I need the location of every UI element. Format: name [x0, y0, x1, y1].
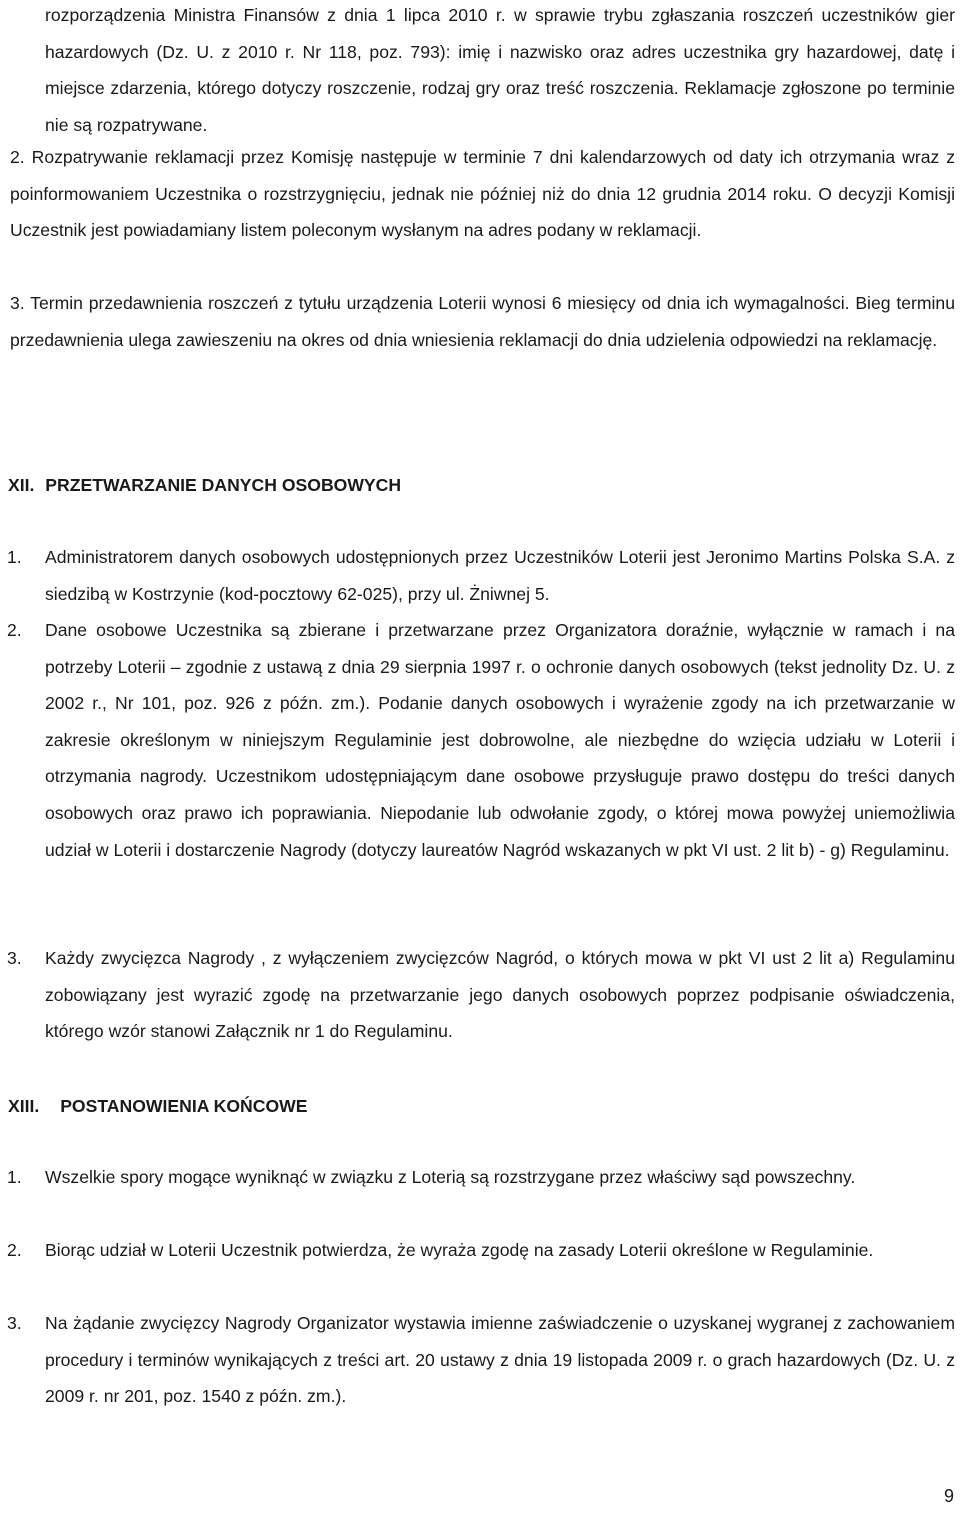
item-number: 3. — [7, 1313, 22, 1333]
item-number: 2. — [7, 1240, 22, 1260]
section-xiii-heading — [8, 1094, 307, 1118]
item-number: 2. — [10, 147, 25, 167]
page-number: 9 — [943, 1486, 954, 1506]
paragraph-xi-3 — [10, 285, 955, 358]
item-text: Rozpatrywanie reklamacji przez Komisję następuje w terminie 7 dni kalendarzowych od daty ich otrzymania wraz z poinformowaniem Uczestnika o rozstrzygnięciu, jednak nie później niż do dnia 12 grudnia 2014 roku. O decyzji Komisji Uczestnik jest powiadamiany listem poleconym wysłanym na adres podany w reklamacji. — [10, 147, 956, 241]
list-item: Dane osobowe Uczestnika są zbierane i przetwarzane przez Organizatora doraźnie, wyłącznie w ramach i na potrzeby Loterii – zgodnie z ustawą z dnia 29 sierpnia 1997 r. o ochronie danych osobowych (tekst jednolity Dz. U. z 2002 r., Nr 101, poz. 926 z późn. zm.). Podanie danych osobowych i wyrażenie zgody na ich przetwarzanie w zakresie określonym w niniejszym Regulaminie jest dobrowolne, ale niezbędne do wzięcia udziału w Loterii i otrzymania nagrody. Uczestnikom udostępniającym dane osobowe przysługuje prawo dostępu do treści danych osobowych oraz prawo ich poprawiania. Niepodanie lub odwołanie zgody, o której mowa powyżej uniemożliwia udział w Loterii i dostarczenie Nagrody (dotyczy laureatów Nagród wskazanych w pkt VI ust. 2 lit b) - g) Regulaminu. — [45, 620, 955, 860]
item-number: 3. — [10, 293, 25, 313]
list-item: Administratorem danych osobowych udostępnionych przez Uczestników Loterii jest Jeronimo Martins Polska S.A. z siedzibą w Kostrzynie (kod-pocztowy 62-025), przy ul. Żniwnej 5. — [45, 547, 955, 604]
section-number: XIII. — [8, 1096, 40, 1116]
item-number: 2. — [7, 620, 22, 640]
item-text: Termin przedawnienia roszczeń z tytułu urządzenia Loterii wynosi 6 miesięcy od dnia ich wymagalności. Bieg terminu przedawnienia ulega zawieszeniu na okres od dnia wniesienia reklamacji do dnia udzielenia odpowiedzi na reklamację. — [10, 293, 955, 350]
section-title: PRZETWARZANIE DANYCH OSOBOWYCH — [45, 475, 402, 495]
item-number: 3. — [7, 948, 22, 968]
item-number: 1. — [7, 547, 22, 567]
list-item: Każdy zwycięzca Nagrody , z wyłączeniem zwycięzców Nagród, o których mowa w pkt VI ust 2 lit a) Regulaminu zobowiązany jest wyrazić zgodę na przetwarzanie jego danych osobowych poprzez podpisanie oświadczenia, którego wzór stanowi Załącznik nr 1 do Regulaminu. — [45, 948, 955, 1042]
section-title: POSTANOWIENIA KOŃCOWE — [60, 1096, 308, 1116]
continued-paragraph: rozporządzenia Ministra Finansów z dnia 1 lipca 2010 r. w sprawie trybu zgłaszania roszczeń uczestników gier hazardowych (Dz. U. z 2010 r. Nr 118, poz. 793): imię i nazwisko oraz adres uczestnika gry hazardowej, datę i miejsce zdarzenia, którego dotyczy roszczenie, rodzaj gry oraz treść roszczenia. Reklamacje zgłoszone po terminie nie są rozpatrywane. — [45, 5, 955, 135]
paragraph-xi-2 — [10, 139, 955, 249]
item-number: 1. — [7, 1167, 22, 1187]
list-item: Na żądanie zwycięzcy Nagrody Organizator wystawia imienne zaświadczenie o uzyskanej wygranej z zachowaniem procedury i terminów wynikających z treści art. 20 ustawy z dnia 19 listopada 2009 r. o grach hazardowych (Dz. U. z 2009 r. nr 201, poz. 1540 z późn. zm.). — [45, 1313, 955, 1407]
section-xii-heading — [8, 473, 401, 497]
section-number: XII. — [8, 475, 35, 495]
list-item: Wszelkie spory mogące wyniknąć w związku z Loterią są rozstrzygane przez właściwy sąd powszechny. — [45, 1167, 856, 1187]
list-item: Biorąc udział w Loterii Uczestnik potwierdza, że wyraża zgodę na zasady Loterii określone w Regulaminie. — [45, 1240, 874, 1260]
